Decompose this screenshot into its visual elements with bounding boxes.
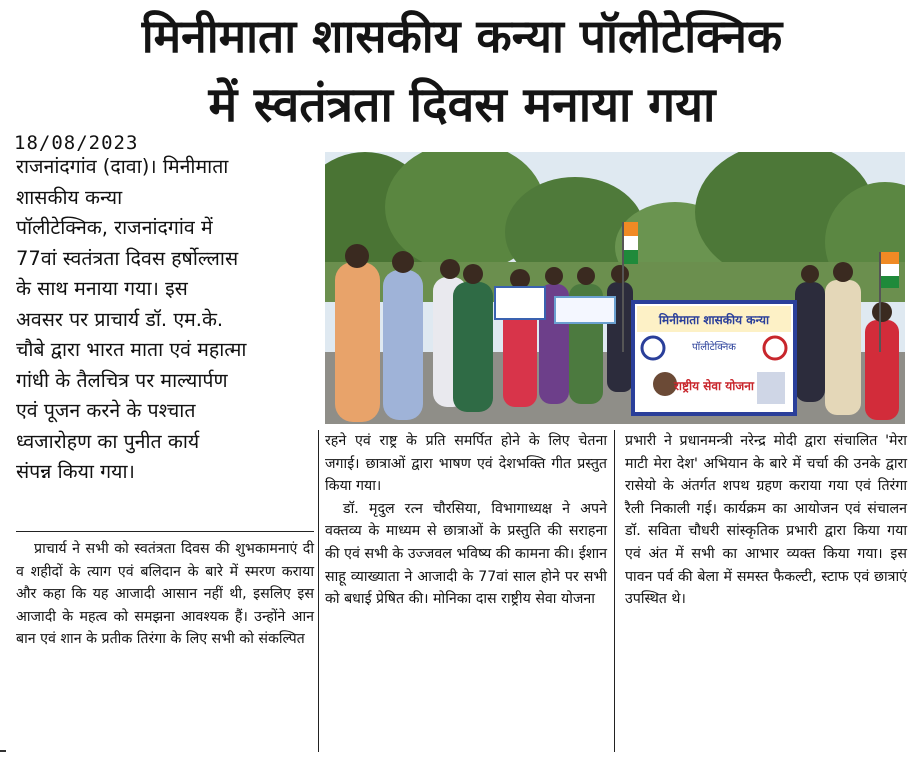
event-photo [325, 152, 905, 424]
article-column-2 [325, 430, 607, 611]
lead-line: के साथ मनाया गया। इस [16, 277, 188, 300]
lead-line: पॉलीटेक्निक, राजनांदगांव में [16, 216, 213, 239]
banner-line-1: मिनीमाता शासकीय कन्या [658, 313, 770, 327]
margin-mark [0, 750, 6, 752]
banner-line-2: पॉलीटेक्निक [692, 342, 736, 353]
article-column-1 [16, 538, 314, 651]
lead-line: राजनांदगांव (दावा)। मिनीमाता [16, 155, 229, 178]
photo-illustration [325, 152, 905, 424]
column-2-paragraph-2: डॉ. मृदुल रत्न चौरसिया, विभागाध्यक्ष ने अपने वक्तव्य के माध्यम से छात्राओं के प्रस्तुति की सराहना की एवं सभी के उज्जवल भविष्य की कामना की। ईशान साहू व्याख्याता ने आजादी के 77वां साल होने पर सभी को बधाई प्रेषित की। मोनिका दास राष्ट्रीय सेवा योजना [325, 500, 607, 608]
column-rule [318, 430, 319, 752]
date-stamp: 18/08/2023 [14, 132, 139, 154]
lead-line: संपन्न किया गया। [16, 460, 135, 483]
headline-line-1: मिनीमाता शासकीय कन्या पॉलीटेक्निक [141, 9, 783, 63]
lead-line: चौबे द्वारा भारत माता एवं महात्मा [16, 338, 247, 361]
lead-paragraph [16, 152, 314, 488]
article-column-3 [625, 430, 907, 611]
headline-line-2: में स्वतंत्रता दिवस मनाया गया [208, 77, 716, 133]
banner-line-3: राष्ट्रीय सेवा योजना [673, 379, 755, 393]
nss-banner [633, 302, 795, 414]
column-1-paragraph: प्राचार्य ने सभी को स्वतंत्रता दिवस की शुभकामनाएं दी व शहीदों के त्याग एवं बलिदान के बारे में स्मरण कराया और कहा कि यह आजादी आसान नहीं थी, इसलिए इस आजादी के महत्व को समझना आवश्यक हैं। उन्होंने आन बान एवं शान के प्रतीक तिरंगा के लिए सभी को संकल्पित [16, 541, 314, 648]
lead-line: एवं पूजन करने के पश्चात [16, 399, 196, 422]
column-2-paragraph-1: रहने एवं राष्ट्र के प्रति समर्पित होने के लिए चेतना जगाई। छात्राओं द्वारा भाषण एवं देशभक्ति गीत प्रस्तुत किया गया। [325, 433, 607, 495]
lead-line: ध्वजारोहण का पुनीत कार्य [16, 429, 200, 453]
lead-line: गांधी के तैलचित्र पर माल्यार्पण [16, 368, 228, 392]
lead-line: 77वां स्वतंत्रता दिवस हर्षोल्लास [16, 246, 239, 270]
lead-line: शासकीय कन्या [16, 185, 123, 209]
lead-line: अवसर पर प्राचार्य डॉ. एम.के. [16, 307, 224, 331]
column-3-paragraph: प्रभारी ने प्रधानमन्त्री नरेन्द्र मोदी द्वारा संचालित 'मेरा माटी मेरा देश' अभियान के बारे में चर्चा की उनके द्वारा रासेयो के अंतर्गत शपथ ग्रहण कराया गया एवं तिरंगा रैली निकाली गई। कार्यक्रम का आयोजन एवं संचालन डॉ. सविता चौधरी सांस्कृतिक प्रभारी द्वारा किया गया एवं अंत में सभी का आभार व्यक्त किया गया। इस पावन पर्व की बेला में समस्त फैकल्टी, स्टाफ एवं छात्राएं उपस्थित थे। [625, 433, 907, 608]
lead-separator [16, 531, 314, 532]
column-rule [614, 430, 615, 752]
